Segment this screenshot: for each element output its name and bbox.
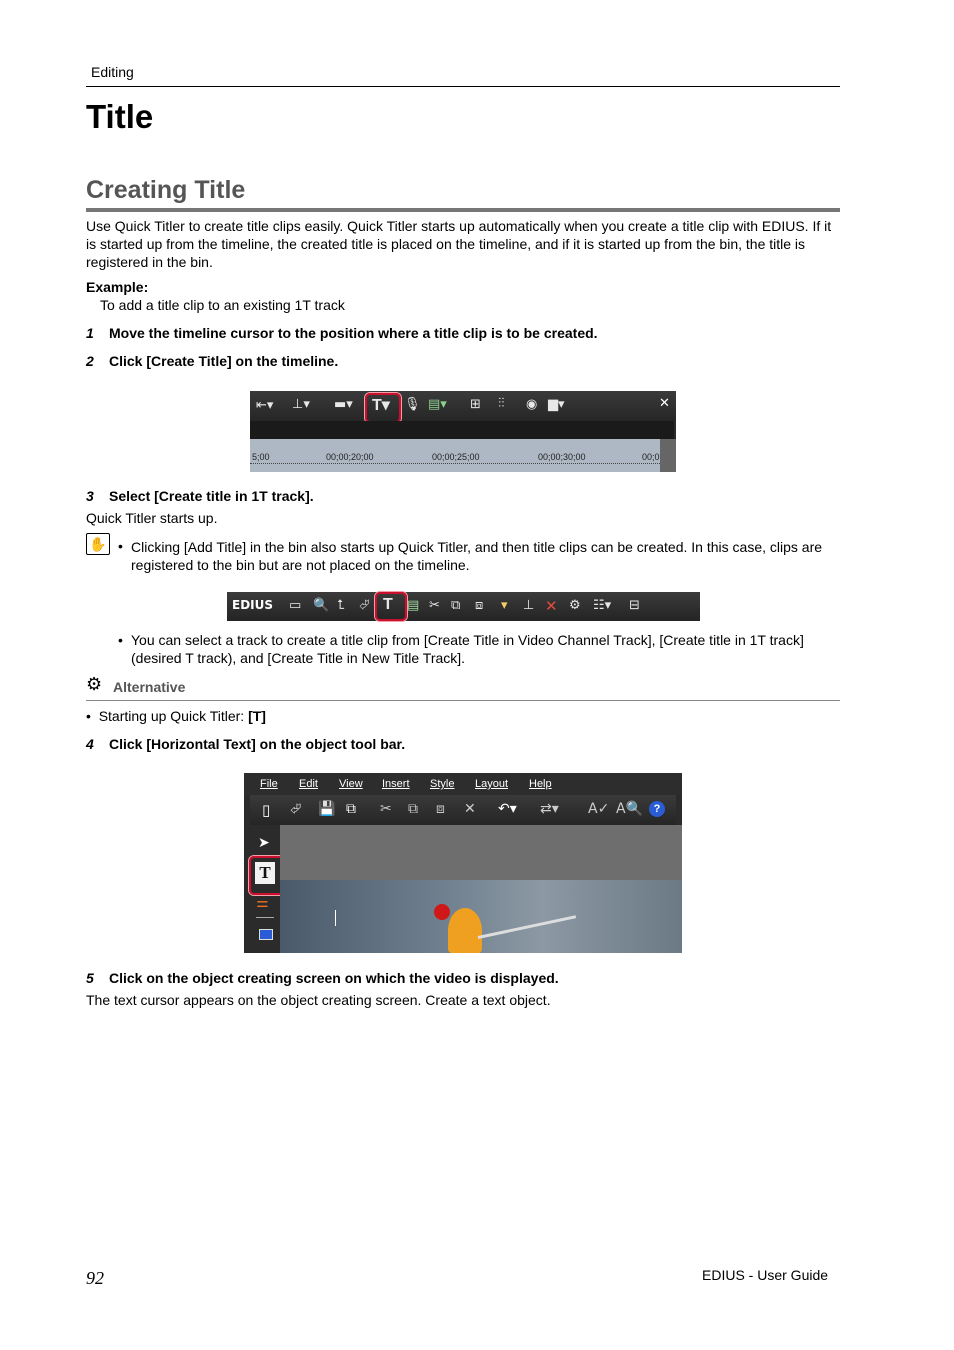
search-icon: 🔍: [313, 598, 330, 613]
page-number: 92: [86, 1268, 104, 1288]
ruler-label: 00;00;30;00: [538, 452, 586, 462]
add-title-highlight: [375, 592, 407, 621]
header-rule: [86, 86, 840, 87]
rectangle-icon[interactable]: [259, 929, 273, 940]
alternative-rule: [86, 700, 840, 701]
grid-icon: ⊞: [470, 397, 481, 412]
ripple-icon: ⊥▾: [292, 397, 310, 412]
save-icon[interactable]: 💾: [318, 801, 336, 817]
redo-icon[interactable]: ⇄▾: [540, 801, 559, 817]
page-title: Title: [86, 98, 154, 135]
menu-view[interactable]: View: [339, 778, 363, 790]
edius-logo: EDIUS: [232, 598, 274, 612]
spell-check-icon[interactable]: A✓: [588, 801, 610, 817]
quick-titler-screenshot: [244, 773, 682, 953]
view-icon: ☷▾: [593, 598, 612, 613]
step-number: 4: [86, 736, 94, 752]
create-title-icon[interactable]: T▾: [372, 397, 390, 414]
intro-paragraph: Use Quick Titler to create title clips easily. Quick Titler starts up automatically when you create a title clip with EDIUS. If it is started up from the timeline, the created title is placed on the timeline, and if it is started up from the bin, the title is registered in the bin.: [86, 218, 832, 270]
step-result: The text cursor appears on the object creating screen. Create a text object.: [86, 992, 551, 1008]
select-arrow-icon[interactable]: ➤: [258, 835, 270, 851]
orange-slice-image: [448, 908, 482, 953]
bin-toolbar-screenshot: [227, 592, 700, 621]
color-bar-icon: ▤: [407, 598, 420, 613]
delete-icon: ✕: [545, 597, 558, 615]
cut-icon: ✂: [429, 598, 440, 613]
step-text: Click [Horizontal Text] on the object tool bar.: [109, 736, 406, 752]
menu-edit[interactable]: Edit: [299, 778, 318, 790]
alternative-item: • Starting up Quick Titler: [T]: [86, 708, 266, 724]
timeline-toolbar: [250, 391, 676, 421]
video-preview[interactable]: [280, 880, 682, 953]
ruler-label: 00;00;20;00: [326, 452, 374, 462]
menu-bar: [244, 773, 682, 795]
create-title-highlight: [365, 393, 401, 423]
example-text: To add a title clip to an existing 1T track: [100, 297, 345, 313]
menu-style[interactable]: Style: [430, 778, 455, 790]
menu-file[interactable]: File: [260, 778, 278, 790]
alternative-label: Alternative: [113, 679, 186, 695]
text-cursor: [335, 910, 336, 926]
ruler-label: 5;00: [252, 452, 270, 462]
mode-icon: ⇤▾: [256, 398, 274, 413]
menu-layout[interactable]: Layout: [475, 778, 509, 790]
add-timeline-icon: ⊥: [523, 598, 535, 613]
alternative-item-text: Starting up Quick Titler:: [98, 708, 249, 724]
step-text: Move the timeline cursor to the position where a title clip is to be created.: [109, 325, 598, 341]
section-heading: Creating Title: [86, 176, 246, 204]
step-number: 5: [86, 970, 94, 986]
help-icon[interactable]: ?: [649, 801, 665, 817]
canvas-background[interactable]: [280, 825, 682, 880]
straw-image: [478, 915, 576, 939]
add-title-icon[interactable]: T: [383, 596, 393, 613]
timeline-ruler: [250, 439, 660, 472]
toolbar-divider: [256, 917, 274, 918]
sequence-icon: ▆▾: [548, 397, 565, 412]
marker-icon: ▾: [501, 598, 508, 613]
step-text: Select [Create title in 1T track].: [109, 488, 314, 504]
vertical-text-icon[interactable]: ⚌: [256, 895, 269, 911]
cherry-image: [434, 904, 450, 920]
step-number: 2: [86, 353, 94, 369]
undo-icon[interactable]: ↶▾: [498, 801, 517, 817]
open-icon[interactable]: ⮰: [290, 801, 302, 817]
paste-icon[interactable]: ⧈: [436, 801, 445, 817]
gear-icon: ⚙: [86, 674, 103, 694]
step-number: 1: [86, 325, 94, 341]
find-text-icon[interactable]: A🔍: [616, 801, 644, 817]
mixer-icon: ⫶⫶: [498, 396, 505, 411]
cut-icon[interactable]: ✂: [380, 801, 392, 817]
bin-window-icon: ⊟: [629, 598, 640, 613]
note-hand-icon: ✋: [86, 533, 110, 555]
note-text: You can select a track to create a title clip from [Create Title in Video Channel Track], [Create title in 1T track] (desired T track), and [Create Title in New Title Track].: [131, 632, 804, 666]
ruler-ticks: [250, 463, 660, 465]
shortcut-key: [T]: [248, 708, 266, 724]
step-text: Click [Create Title] on the timeline.: [109, 353, 339, 369]
audio-map-icon: ▤▾: [428, 397, 447, 412]
copy-icon: ⧉: [451, 598, 461, 613]
horizontal-text-icon[interactable]: T: [255, 862, 275, 884]
new-icon[interactable]: ▯: [262, 801, 271, 819]
scrollbar[interactable]: [660, 439, 676, 472]
close-icon[interactable]: ✕: [659, 396, 670, 411]
folder-icon: ▭: [289, 598, 302, 613]
timeline-screenshot: [250, 391, 676, 472]
delete-icon[interactable]: ✕: [464, 801, 476, 817]
note-text: Clicking [Add Title] in the bin also starts up Quick Titler, and then title clips can be created. In this case, clips are registered to the bin but are not placed on the timeline.: [131, 539, 823, 573]
menu-help[interactable]: Help: [529, 778, 552, 790]
guide-name: EDIUS - User Guide: [702, 1267, 829, 1283]
save-as-icon[interactable]: ⧉: [346, 801, 356, 817]
film-icon: ▬▾: [334, 397, 353, 412]
paste-icon: ⧈: [475, 598, 484, 613]
ruler-label: 00;0: [642, 452, 660, 462]
properties-icon: ⚙: [569, 598, 581, 613]
example-label: Example:: [86, 279, 149, 295]
microphone-icon: 🎙: [404, 397, 421, 412]
up-icon: ⮤: [337, 598, 345, 613]
import-icon: ⮰: [359, 598, 370, 613]
clock-icon: ◉: [526, 397, 538, 412]
copy-icon[interactable]: ⧉: [408, 801, 418, 817]
step-result: Quick Titler starts up.: [86, 510, 218, 526]
step-text: Click on the object creating screen on which the video is displayed.: [109, 970, 559, 986]
titler-toolbar: [250, 795, 676, 825]
bullet: •: [118, 538, 123, 554]
ruler-label: 00;00;25;00: [432, 452, 480, 462]
menu-insert[interactable]: Insert: [382, 778, 410, 790]
step-number: 3: [86, 488, 94, 504]
section-label: Editing: [91, 64, 134, 80]
heading-rule: [86, 208, 840, 212]
bullet: •: [118, 632, 123, 648]
timeline-track-area: [250, 421, 674, 439]
